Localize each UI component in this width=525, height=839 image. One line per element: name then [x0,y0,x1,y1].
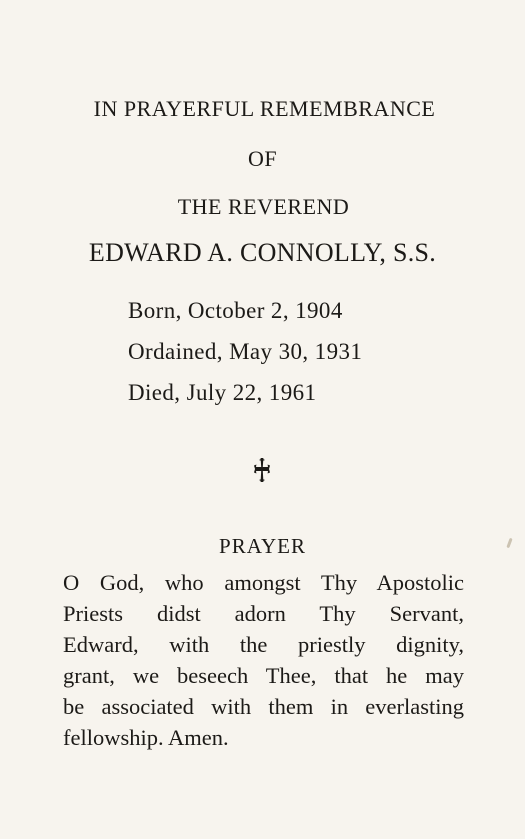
cross-icon [248,456,276,484]
prayer-line: fellowship. Amen. [63,725,229,750]
prayer-line: grant, we beseech Thee, that he may [63,663,464,688]
priest-name: EDWARD A. CONNOLLY, S.S. [88,238,437,267]
of-heading: OF [247,146,278,171]
prayer-line: be associated with them in everlasting [63,694,464,719]
prayer-line: Edward, with the priestly dignity, [63,632,464,657]
reverend-heading: THE REVEREND [177,194,350,219]
dates-block [128,290,362,413]
born-date: Born, October 2, 1904 [128,298,343,323]
prayer-title: PRAYER [219,534,306,558]
prayer-line: O God, who amongst Thy Apostolic [63,570,464,595]
prayer-line: Priests didst adorn Thy Servant, [63,601,464,626]
remembrance-heading: IN PRAYERFUL REMEMBRANCE [93,96,436,121]
ordained-date: Ordained, May 30, 1931 [128,339,363,364]
died-date: Died, July 22, 1961 [128,380,317,405]
prayer-text [63,567,464,753]
